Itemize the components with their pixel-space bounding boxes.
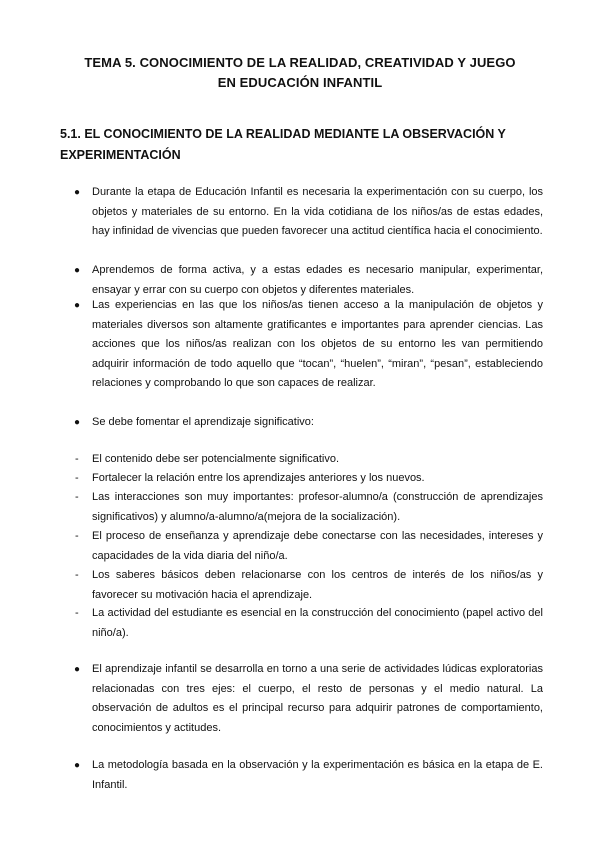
dash-marker: - xyxy=(75,453,79,465)
bullet-marker: ● xyxy=(74,300,81,311)
dash-text: Fortalecer la relación entre los aprendizajes anteriores y los nuevos. xyxy=(92,472,425,484)
bullet-item xyxy=(72,261,543,300)
dash-marker: - xyxy=(75,491,79,503)
title-line-1: TEMA 5. CONOCIMIENTO DE LA REALIDAD, CREATIVIDAD Y JUEGO xyxy=(84,55,516,70)
dash-text: Los saberes básicos deben relacionarse con los centros de interés de los niños/as y favorecer su motivación hacia el aprendizaje. xyxy=(92,569,543,601)
dash-item xyxy=(72,469,543,489)
bullet-marker: ● xyxy=(74,187,81,198)
dash-text: La actividad del estudiante es esencial en la construcción del conocimiento (papel activo del niño/a). xyxy=(92,607,543,639)
bullet-text: La metodología basada en la observación y la experimentación es básica en la etapa de E. Infantil. xyxy=(92,759,543,791)
dash-item xyxy=(72,566,543,605)
dash-text: Las interacciones son muy importantes: profesor-alumno/a (construcción de aprendizajes significativos) y alumno/a-alumno/a(mejora de la socialización). xyxy=(92,491,543,523)
bullet-text: El aprendizaje infantil se desarrolla en torno a una serie de actividades lúdicas exploratorias relacionadas con tres ejes: el cuerpo, el resto de personas y el medio natural. La observación de adultos es el principal recurso para adquirir patrones de comportamiento, conocimientos y actitudes. xyxy=(92,663,543,734)
dash-item xyxy=(72,450,543,470)
bullet-text: Se debe fomentar el aprendizaje significativo: xyxy=(92,416,314,428)
bullet-item xyxy=(72,296,543,394)
bullet-marker: ● xyxy=(74,664,81,675)
bullet-text: Durante la etapa de Educación Infantil es necesaria la experimentación con su cuerpo, los objetos y materiales de su entorno. En la vida cotidiana de los niños/as de estas edades, hay infinidad de vivencias que pueden favorecer una actitud científica hacia el conocimiento. xyxy=(92,186,543,238)
document-title xyxy=(60,53,540,93)
bullet-item xyxy=(72,413,543,433)
dash-item xyxy=(72,604,543,643)
dash-item xyxy=(72,527,543,566)
bullet-item xyxy=(72,660,543,738)
bullet-text: Aprendemos de forma activa, y a estas edades es necesario manipular, experimentar, ensayar y errar con su cuerpo con objetos y diferentes materiales. xyxy=(92,264,543,296)
title-line-2: EN EDUCACIÓN INFANTIL xyxy=(217,75,383,90)
bullet-item xyxy=(72,756,543,795)
bullet-marker: ● xyxy=(74,265,81,276)
section-heading: 5.1. EL CONOCIMIENTO DE LA REALIDAD MEDIANTE LA OBSERVACIÓN Y EXPERIMENTACIÓN xyxy=(60,127,506,162)
bullet-text: Las experiencias en las que los niños/as tienen acceso a la manipulación de objetos y materiales diversos son altamente gratificantes e importantes para aprender ciencias. Las acciones que los niños/as realizan con los objetos de su entorno les van permitiendo adquirir información de todo aquello que “tocan”, “huelen”, “miran”, “pesan”, estableciendo relaciones y comprobando lo que son capaces de realizar. xyxy=(92,299,543,390)
dash-marker: - xyxy=(75,530,79,542)
bullet-marker: ● xyxy=(74,417,81,428)
dash-text: El contenido debe ser potencialmente significativo. xyxy=(92,453,340,465)
dash-marker: - xyxy=(75,607,79,619)
dash-item xyxy=(72,488,543,527)
dash-marker: - xyxy=(75,472,79,484)
dash-text: El proceso de enseñanza y aprendizaje debe conectarse con las necesidades, intereses y capacidades de la vida diaria del niño/a. xyxy=(92,530,543,562)
bullet-marker: ● xyxy=(74,760,81,771)
dash-marker: - xyxy=(75,569,79,581)
bullet-item xyxy=(72,183,543,242)
